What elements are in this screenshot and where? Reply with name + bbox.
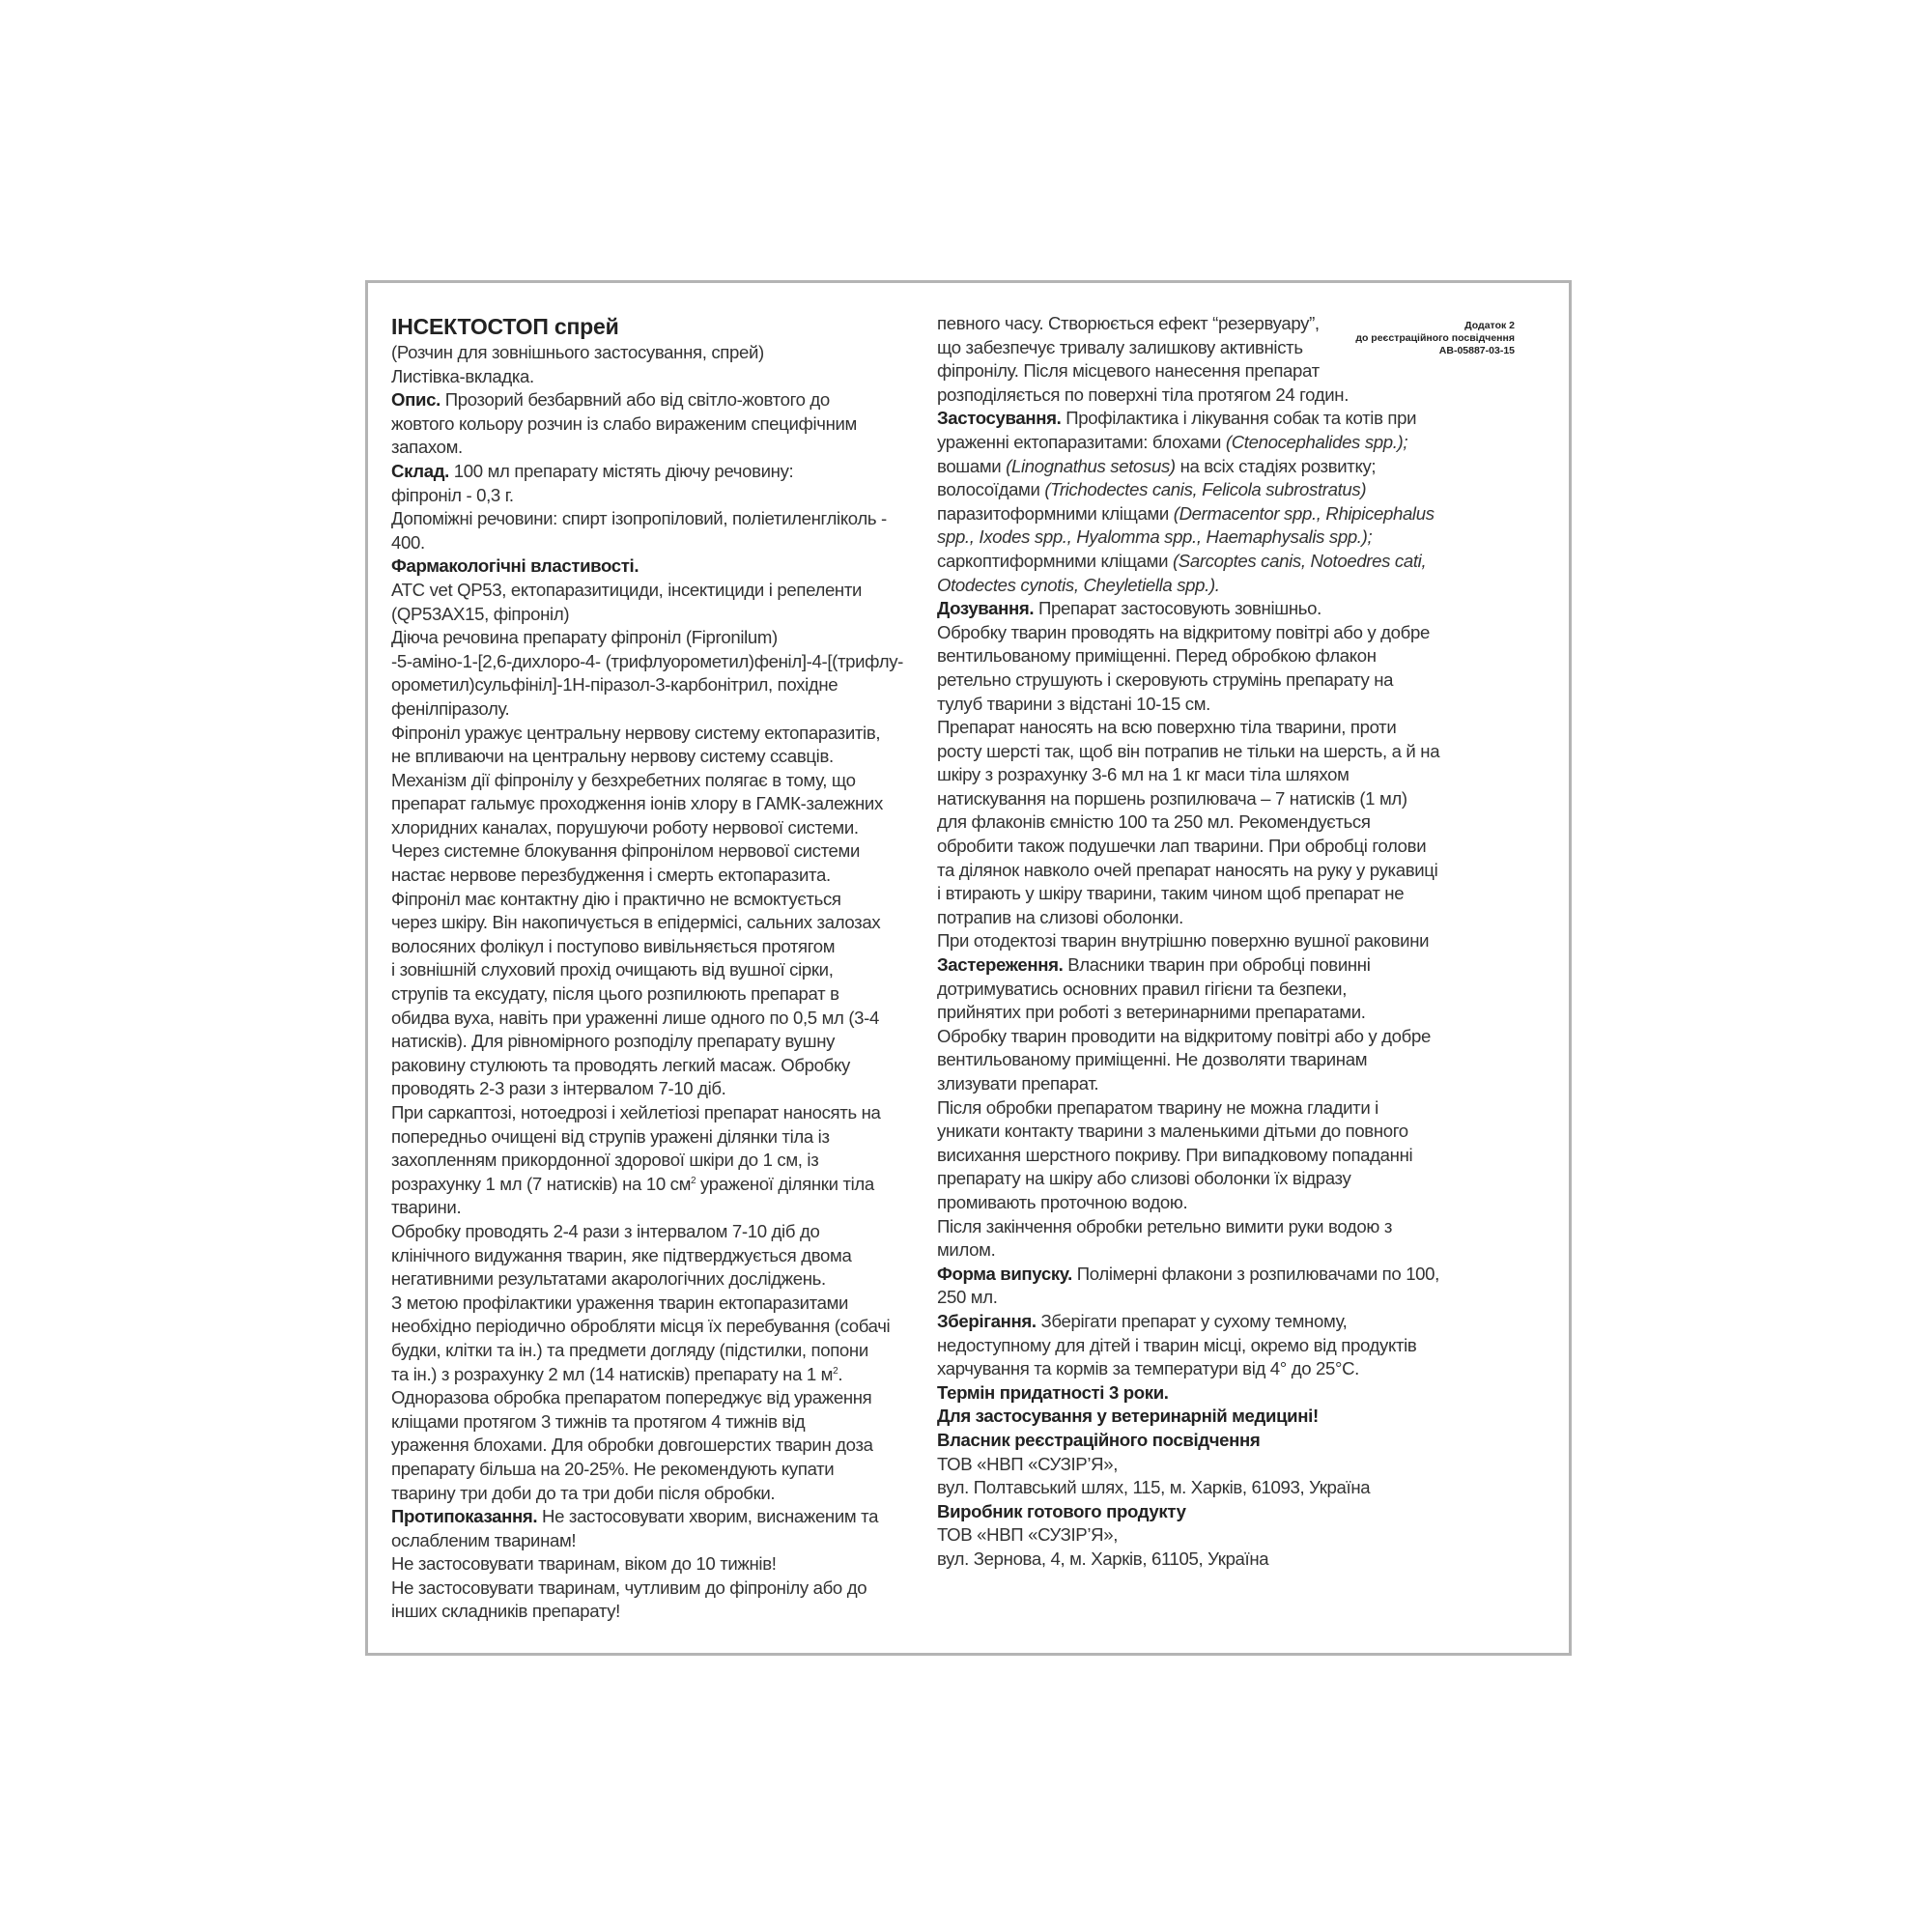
- warnings-line: уникати контакту тварини з маленькими дітьми до повного: [937, 1121, 1408, 1142]
- pharmacology-line: хлоридних каналах, порушуючи роботу нервової системи.: [391, 816, 859, 838]
- text-run: саркоптиформними кліщами: [937, 550, 1173, 571]
- description-line: запахом.: [391, 437, 463, 458]
- registration-holder-name: ТОВ «НВП «СУЗІР’Я»,: [937, 1453, 1119, 1474]
- dosage-line: [937, 597, 1473, 621]
- dosage-line: росту шерсті так, щоб він потрапив не тільки на шерсть, а й на: [937, 740, 1440, 761]
- pharmacology-line: Механізм дії фіпронілу у безхребетних полягає в тому, що: [391, 769, 856, 790]
- text-run: вошами: [937, 455, 1007, 476]
- manufacturer-address: вул. Зернова, 4, м. Харків, 61105, Україна: [937, 1548, 1269, 1569]
- warnings-line: промивають проточною водою.: [937, 1191, 1188, 1212]
- warnings-line: Після обробки препаратом тварину не можна гладити і: [937, 1096, 1378, 1118]
- continuation-line: фіпронілу. Після місцевого нанесення препарат: [937, 360, 1320, 382]
- treatment-line: негативними результатами акарологічних досліджень.: [391, 1268, 826, 1290]
- annex-line: АВ-05887-03-15: [1438, 345, 1515, 356]
- treatment-line: клінічного видужання тварин, яке підтверджується двома: [391, 1244, 852, 1265]
- pharmacology-line: настає нервове перезбудження і смерть ектопаразита.: [391, 865, 831, 886]
- prevention-line: необхідно періодично обробляти місця їх перебування (собачі: [391, 1316, 891, 1337]
- composition-line: [391, 460, 913, 484]
- dosage-line: тулуб тварини з відстані 10-15 см.: [937, 693, 1210, 714]
- contraindications-line: ослабленим тваринам!: [391, 1529, 577, 1550]
- ear-treatment-line: натисків). Для рівномірного розподілу препарату вушну: [391, 1031, 836, 1052]
- leaflet-label: Листівка-вкладка.: [391, 365, 534, 386]
- usage-line: [937, 574, 1473, 598]
- usage-line: [937, 407, 1473, 431]
- latin-name: (Sarcoptes canis, Notoedres cati,: [1172, 550, 1427, 571]
- description-line: жовтого кольору розчин із слабо вираженим специфічним: [391, 412, 857, 434]
- pharmacology-line: Через системне блокування фіпронілом нервової системи: [391, 840, 860, 862]
- manufacturer-heading: Виробник готового продукту: [937, 1500, 1186, 1521]
- veterinary-use-note: Для застосування у ветеринарній медицині!: [937, 1406, 1319, 1427]
- dosage-line: натискування на поршень розпилювача – 7 натисків (1 мл): [937, 787, 1407, 809]
- storage-line: недоступному для дітей і тварин місці, окремо від продуктів: [937, 1334, 1417, 1355]
- registration-holder-heading: Власник реєстраційного посвідчення: [937, 1429, 1261, 1450]
- prevention-line: Одноразова обробка препаратом попереджує від ураження: [391, 1387, 872, 1408]
- dosage-line: потрапив на слизові оболонки.: [937, 906, 1183, 927]
- warnings-line: дотримуватись основних правил гігієни та безпеки,: [937, 978, 1348, 999]
- dosage-line: Обробку тварин проводять на відкритому повітрі або у добре: [937, 621, 1430, 642]
- dosage-line: Препарат наносять на всю поверхню тіла тварини, проти: [937, 717, 1397, 738]
- dosage-line: ретельно струшують і скеровують струмінь препарату на: [937, 668, 1394, 690]
- pharmacology-line: волосяних фолікул і поступово вивільняється протягом: [391, 935, 836, 956]
- leaflet-sheet: [365, 280, 1572, 1656]
- prevention-line: будки, клітки та ін.) та предмети догляду (підстилки, попони: [391, 1339, 868, 1360]
- composition-line: фіпроніл - 0,3 г.: [391, 484, 514, 505]
- text-run: волосоїдами: [937, 479, 1045, 500]
- sarcoptosis-line: попередньо очищені від струпів уражені ділянки тіла із: [391, 1125, 830, 1147]
- annex-line: до реєстраційного посвідчення: [1355, 332, 1515, 344]
- pharmacology-line: (QP53AX15, фіпроніл): [391, 603, 570, 624]
- continuation-line: певного часу. Створюється ефект “резервуару”,: [937, 313, 1320, 333]
- pharmacology-line: не впливаючи на центральну нервову систему ссавців.: [391, 746, 834, 767]
- text-run: розрахунку 1 мл (7 натисків) на 10 см: [391, 1173, 692, 1194]
- description-line: [391, 388, 913, 412]
- release-form-line: 250 мл.: [937, 1287, 998, 1308]
- prevention-line: кліщами протягом 3 тижнів та протягом 4 тижнів від: [391, 1410, 806, 1432]
- sarcoptosis-line: тварини.: [391, 1197, 462, 1218]
- release-form-heading: Форма випуску.: [937, 1263, 1072, 1284]
- warnings-line: Після закінчення обробки ретельно вимити руки водою з: [937, 1215, 1392, 1236]
- pharmacology-line: через шкіру. Він накопичується в епідермісі, сальних залозах: [391, 912, 881, 933]
- storage-heading: Зберігання.: [937, 1310, 1037, 1331]
- sarcoptosis-line: захопленням прикордонної здорової шкіри до 1 см, із: [391, 1150, 819, 1171]
- composition-line: Допоміжні речовини: спирт ізопропіловий, поліетиленгліколь -: [391, 508, 887, 529]
- pharmacology-line: Фіпроніл має контактну дію і практично не всмоктується: [391, 888, 841, 909]
- latin-name: (Trichodectes canis, Felicola subrostratus): [1044, 479, 1367, 500]
- ear-treatment-line: і зовнішній слуховий прохід очищають від вушної сірки,: [391, 959, 834, 980]
- storage-line: харчування та кормів за температури від 4° до 25°С.: [937, 1358, 1359, 1379]
- treatment-line: Обробку проводять 2-4 рази з інтервалом 7-10 діб до: [391, 1220, 820, 1241]
- latin-name: (Linognathus setosus): [1006, 455, 1176, 476]
- text-run: Полімерні флакони з розпилювачами по 100,: [1071, 1263, 1439, 1284]
- usage-line: [937, 478, 1473, 502]
- warnings-line: прийнятих при роботі з ветеринарними препаратами.: [937, 1002, 1366, 1023]
- dosage-line: і втирають у шкіру тварини, таким чином щоб препарат не: [937, 883, 1405, 904]
- prevention-line: тварину три доби до та три доби після обробки.: [391, 1482, 776, 1503]
- prevention-line: ураження блохами. Для обробки довгошерстих тварин доза: [391, 1435, 873, 1456]
- latin-name: Otodectes cynotis, Cheyletiella spp.).: [937, 574, 1220, 595]
- composition-heading: Склад.: [391, 460, 449, 481]
- release-form-line: [937, 1263, 1473, 1287]
- left-column: [391, 312, 913, 1624]
- usage-line: [937, 550, 1473, 574]
- product-subtitle: (Розчин для зовнішнього застосування, спрей): [391, 342, 764, 362]
- continuation-line: розподіляється по поверхні тіла протягом 24 годин.: [937, 384, 1350, 405]
- prevention-line: препарату більша на 20-25%. Не рекомендують купати: [391, 1458, 835, 1479]
- dosage-line: для флаконів ємністю 100 та 250 мл. Рекомендується: [937, 811, 1371, 833]
- usage-heading: Застосування.: [937, 408, 1062, 429]
- manufacturer-name: ТОВ «НВП «СУЗІР’Я»,: [937, 1524, 1119, 1546]
- text-run: паразитоформними кліщами: [937, 502, 1174, 524]
- latin-name: (Dermacentor spp., Rhipicephalus: [1173, 502, 1435, 524]
- prevention-line: З метою профілактики ураження тварин ектопаразитами: [391, 1292, 849, 1313]
- right-column: [937, 312, 1473, 1571]
- text-run: Профілактика і лікування собак та котів при: [1061, 408, 1417, 429]
- contraindications-line: інших складників препарату!: [391, 1601, 620, 1622]
- warnings-line: Обробку тварин проводити на відкритому повітрі або у добре: [937, 1025, 1431, 1046]
- warnings-line: вентильованому приміщенні. Не дозволяти тваринам: [937, 1049, 1368, 1070]
- dosage-heading: Дозування.: [937, 598, 1035, 619]
- product-title: ІНСЕКТОСТОП спрей: [391, 314, 619, 339]
- contraindications-heading: Протипоказання.: [391, 1506, 538, 1527]
- shelf-life: Термін придатності 3 роки.: [937, 1381, 1169, 1403]
- dosage-line: вентильованому приміщенні. Перед обробкою флакон: [937, 645, 1377, 667]
- pharmacology-heading: Фармакологічні властивості.: [391, 555, 639, 577]
- text-run: ураженні ектопаразитами: блохами: [937, 431, 1226, 452]
- text-run: Прозорий безбарвний або від світло-жовтого до: [440, 389, 830, 411]
- pharmacology-line: Діюча речовина препарату фіпроніл (Fipronilum): [391, 627, 778, 648]
- text-run: Власники тварин при обробці повинні: [1063, 954, 1371, 976]
- dosage-line: обробити також подушечки лап тварини. При обробці голови: [937, 836, 1427, 857]
- warnings-heading: Застереження.: [937, 954, 1064, 976]
- contraindications-line: [391, 1505, 913, 1529]
- pharmacology-line: -5-аміно-1-[2,6-дихлоро-4- (трифлуорометил)феніл]-4-[(трифлу-: [391, 650, 903, 671]
- continuation-line: що забезпечує тривалу залишкову активність: [937, 336, 1303, 357]
- usage-line: [937, 455, 1473, 479]
- text-run: та ін.) з розрахунку 2 мл (14 натисків) препарату на 1 м: [391, 1363, 834, 1384]
- warnings-line: висихання шерстного покриву. При випадковому попаданні: [937, 1144, 1413, 1165]
- contraindications-line: Не застосовувати тваринам, чутливим до фіпронілу або до: [391, 1577, 867, 1598]
- dosage-line: шкіру з розрахунку 3-6 мл на 1 кг маси тіла шляхом: [937, 764, 1350, 785]
- usage-line: [937, 502, 1473, 526]
- ear-treatment-line: обидва вуха, навіть при ураженні лише одного по 0,5 мл (3-4: [391, 1007, 879, 1028]
- pharmacology-line: фенілпіразолу.: [391, 697, 510, 719]
- description-heading: Опис.: [391, 389, 440, 411]
- text-run: Препарат застосовують зовнішньо.: [1034, 598, 1321, 619]
- storage-line: [937, 1310, 1473, 1334]
- registration-holder-address: вул. Полтавський шлях, 115, м. Харків, 61093, Україна: [937, 1477, 1371, 1498]
- text-run: Зберігати препарат у сухому темному,: [1036, 1310, 1348, 1331]
- annex-line: Додаток 2: [1464, 320, 1515, 331]
- usage-line: [937, 526, 1473, 550]
- latin-name: spp., Ixodes spp., Hyalomma spp., Haemaphysalis spp.);: [937, 526, 1373, 548]
- text-run: на всіх стадіях розвитку;: [1175, 455, 1377, 476]
- contraindications-line: Не застосовувати тваринам, віком до 10 тижнів!: [391, 1553, 777, 1575]
- sarcoptosis-line: [391, 1173, 913, 1197]
- warnings-line: злизувати препарат.: [937, 1073, 1099, 1094]
- superscript: 2: [691, 1175, 696, 1186]
- warnings-line: препарату на шкіру або слизові оболонки їх відразу: [937, 1168, 1351, 1189]
- text-run: .: [838, 1363, 843, 1384]
- warnings-line: милом.: [937, 1239, 996, 1261]
- usage-line: [937, 431, 1473, 455]
- dosage-line: та ділянок навколо очей препарат наносять на руку у рукавиці: [937, 859, 1438, 880]
- composition-line: 400.: [391, 531, 425, 553]
- superscript: 2: [833, 1365, 838, 1377]
- text-run: ураженої ділянки тіла: [696, 1173, 874, 1194]
- prevention-line: [391, 1363, 913, 1387]
- ear-treatment-line: проводять 2-3 рази з інтервалом 7-10 діб.: [391, 1078, 726, 1099]
- pharmacology-line: ATC vet QP53, ектопаразитициди, інсектициди і репеленти: [391, 579, 863, 600]
- pharmacology-line: Фіпроніл уражує центральну нервову систему ектопаразитів,: [391, 722, 881, 743]
- warnings-line: [937, 953, 1473, 978]
- ear-treatment-line: раковину стулюють та проводять легкий масаж. Обробку: [391, 1054, 850, 1075]
- ear-treatment-line: струпів та ексудату, після цього розпилюють препарат в: [391, 983, 839, 1005]
- sarcoptosis-line: При саркаптозі, нотоедрозі і хейлетіозі препарат наносять на: [391, 1102, 881, 1122]
- text-run: 100 мл препарату містять діючу речовину:: [448, 460, 794, 481]
- text-run: Не застосовувати хворим, виснаженим та: [537, 1506, 879, 1527]
- pharmacology-line: орометил)сульфініл]-1Н-піразол-3-карбонітрил, похідне: [391, 674, 838, 696]
- pharmacology-line: препарат гальмує проходження іонів хлору в ГАМК-залежних: [391, 793, 883, 814]
- latin-name: (Ctenocephalides spp.);: [1225, 431, 1408, 452]
- dosage-line: При отодектозі тварин внутрішню поверхню вушної раковини: [937, 930, 1430, 952]
